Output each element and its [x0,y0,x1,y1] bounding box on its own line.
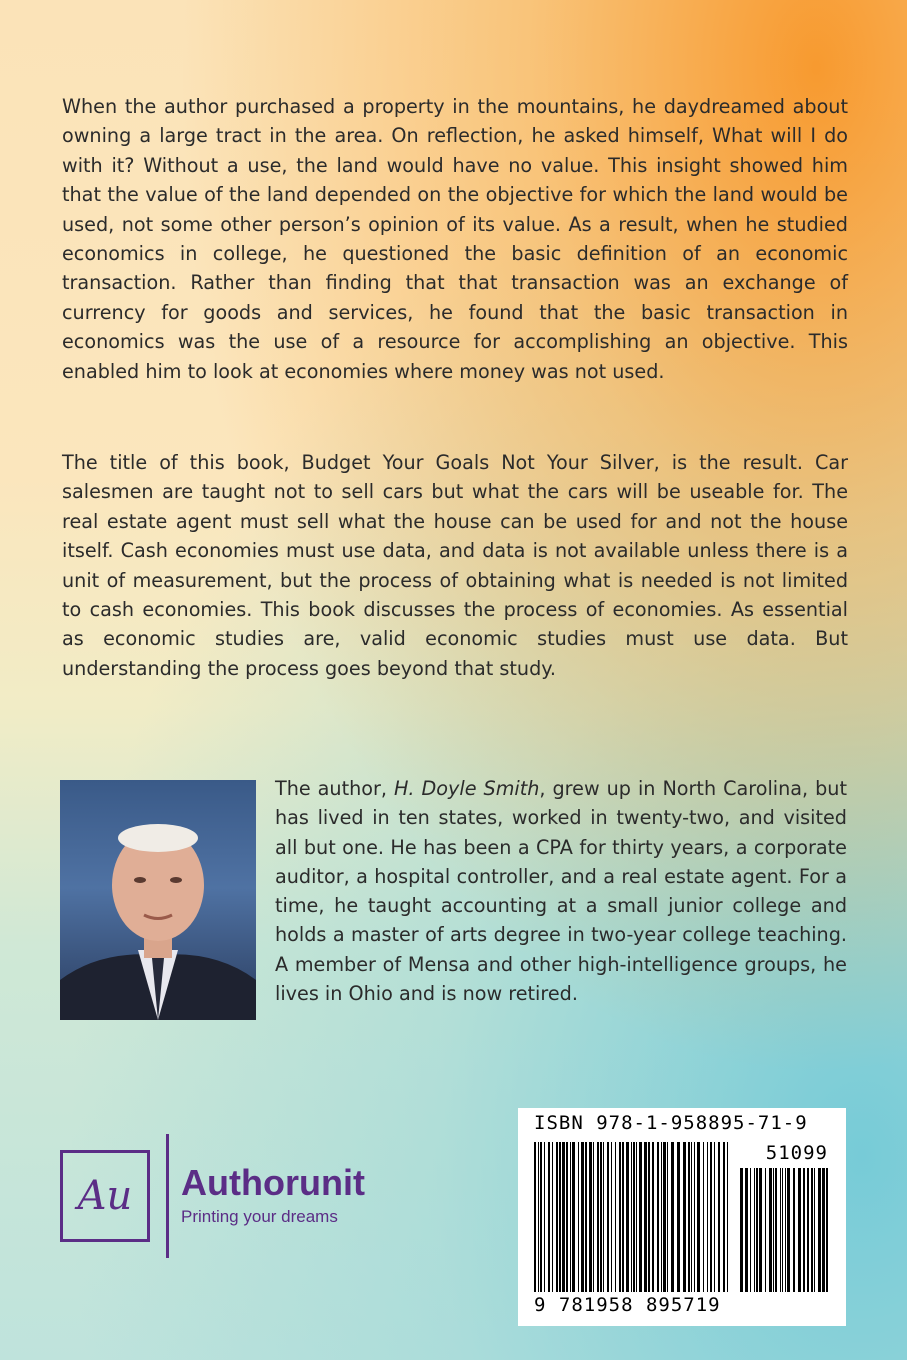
barcode-stripe [581,1142,584,1292]
isbn-barcode [518,1108,846,1326]
author-bio-lead: The author, [275,777,394,800]
barcode-stripe [759,1168,762,1292]
barcode-stripe [538,1142,539,1292]
barcode-stripe [615,1142,616,1292]
barcode-stripe [745,1168,748,1292]
barcode-stripe [754,1168,755,1292]
barcode-stripe [750,1168,751,1292]
barcode-stripe [787,1168,790,1292]
barcode-stripe [648,1142,650,1292]
author-bio [275,774,847,1008]
barcode-stripe [556,1142,558,1292]
barcode-stripe [636,1142,637,1292]
barcode-stripe [622,1142,624,1292]
isbn-label: ISBN 978-1-958895-71-9 [534,1112,808,1134]
barcode-stripe [691,1142,692,1292]
barcode-stripe [544,1142,545,1292]
barcode-stripe [631,1142,632,1292]
barcode-stripe [548,1142,550,1292]
barcode-stripe [667,1142,668,1292]
barcode-stripe [657,1142,659,1292]
barcode-digits: 9 781958 895719 [534,1294,721,1316]
barcode-stripe [540,1142,542,1292]
barcode-stripe [723,1142,725,1292]
barcode-stripe [600,1142,602,1292]
barcode-stripe [694,1142,695,1292]
barcode-stripe [677,1142,680,1292]
barcode-stripe [718,1142,720,1292]
barcode-stripe [572,1142,575,1292]
barcode-stripe [578,1142,579,1292]
barcode-stripe [807,1168,809,1292]
barcode-stripe [798,1168,801,1292]
barcode-stripe [765,1168,766,1292]
barcode-addon-number: 51099 [765,1142,828,1164]
barcode-stripe [619,1142,621,1292]
blurb-paragraph-2: The title of this book, Budget Your Goals Not Your Silver, is the result. Car salesmen are taught not to sell cars but what the cars will be useable for. The real estate agent must sell what the house can be used for and not the house itself. Cash economies must use data, and data is not available unless there is a unit of measurement, but the process of obtaining what is needed is not limited to cash economies. This book discusses the process of economies. As essential as economic studies are, valid economic studies must use data. But understanding the process goes beyond that study. [62,451,848,680]
barcode-stripe [663,1142,666,1292]
barcode-stripe [552,1142,553,1292]
author-bio-text: , grew up in North Carolina, but has lived in ten states, worked in twenty-two, and visited all but one. He has been a CPA for thirty years, a corporate auditor, a hospital controller, and a real estate agent. For a time, he taught accounting at a small junior college and holds a master of arts degree in two-year college teaching. A member of Mensa and other high-intelligence groups, he lives in Ohio and is now retired. [275,777,847,1006]
barcode-stripe [559,1142,561,1292]
barcode-stripe [683,1142,686,1292]
barcode-stripe [566,1142,568,1292]
barcode-stripe [826,1168,828,1292]
barcode-stripe [633,1142,635,1292]
barcode-stripe [707,1142,708,1292]
barcode-stripe [661,1142,662,1292]
barcode-stripe [611,1142,612,1292]
barcode-stripe [585,1142,587,1292]
barcode-stripe [710,1142,712,1292]
barcode-stripe [780,1168,781,1292]
barcode-stripe [589,1142,592,1292]
author-photo [60,780,256,1020]
barcode-stripe [652,1142,654,1292]
barcode-stripe [818,1168,821,1292]
barcode-stripe [822,1168,825,1292]
barcode-stripe [740,1168,743,1292]
barcode-stripe [756,1168,758,1292]
barcode-stripe [785,1168,786,1292]
barcode-stripe [773,1168,774,1292]
publisher-name: Authorunit [181,1162,365,1203]
barcode-stripe [697,1142,700,1292]
barcode-bars-main [534,1142,730,1292]
barcode-stripe [644,1142,647,1292]
barcode-stripe [793,1168,795,1292]
barcode-stripe [811,1168,813,1292]
barcode-stripe [570,1142,571,1292]
barcode-bars-addon [740,1168,830,1292]
publisher-logo-divider [166,1134,169,1258]
barcode-stripe [671,1142,674,1292]
blurb-paragraph-1: When the author purchased a property in the mountains, he daydreamed about owning a large tract in the area. On reflection, he asked himself, What will I do with it? Without a use, the land would have no value. This insight showed him that the value of the land depended on the objective for which the land would be used, not some other person’s opinion of its value. As a result, when he studied economics in college, he questioned the basic definition of an economic transaction. Rather than finding that that transaction was an exchange of currency for goods and services, he found that the basic transaction in economics was the use of a resource for accomplishing an objective. This enabled him to look at economies where money was not used. [62,95,848,383]
publisher-logo-monogram: Au [60,1150,150,1242]
barcode-stripe [775,1168,777,1292]
barcode-stripe [703,1142,704,1292]
barcode-stripe [814,1168,815,1292]
barcode-stripe [769,1168,772,1292]
publisher-tagline: Printing your dreams [181,1207,338,1226]
barcode-stripe [688,1142,690,1292]
author-name: H. Doyle Smith [394,777,540,800]
barcode-stripe [562,1142,565,1292]
barcode-stripe [534,1142,536,1292]
barcode-stripe [593,1142,594,1292]
barcode-stripe [607,1142,609,1292]
barcode-stripe [782,1168,783,1292]
barcode-stripe [603,1142,604,1292]
barcode-stripe [597,1142,599,1292]
barcode-stripe [727,1142,728,1292]
barcode-stripe [639,1142,642,1292]
barcode-stripe [803,1168,805,1292]
barcode-stripe [714,1142,715,1292]
barcode-stripe [626,1142,629,1292]
